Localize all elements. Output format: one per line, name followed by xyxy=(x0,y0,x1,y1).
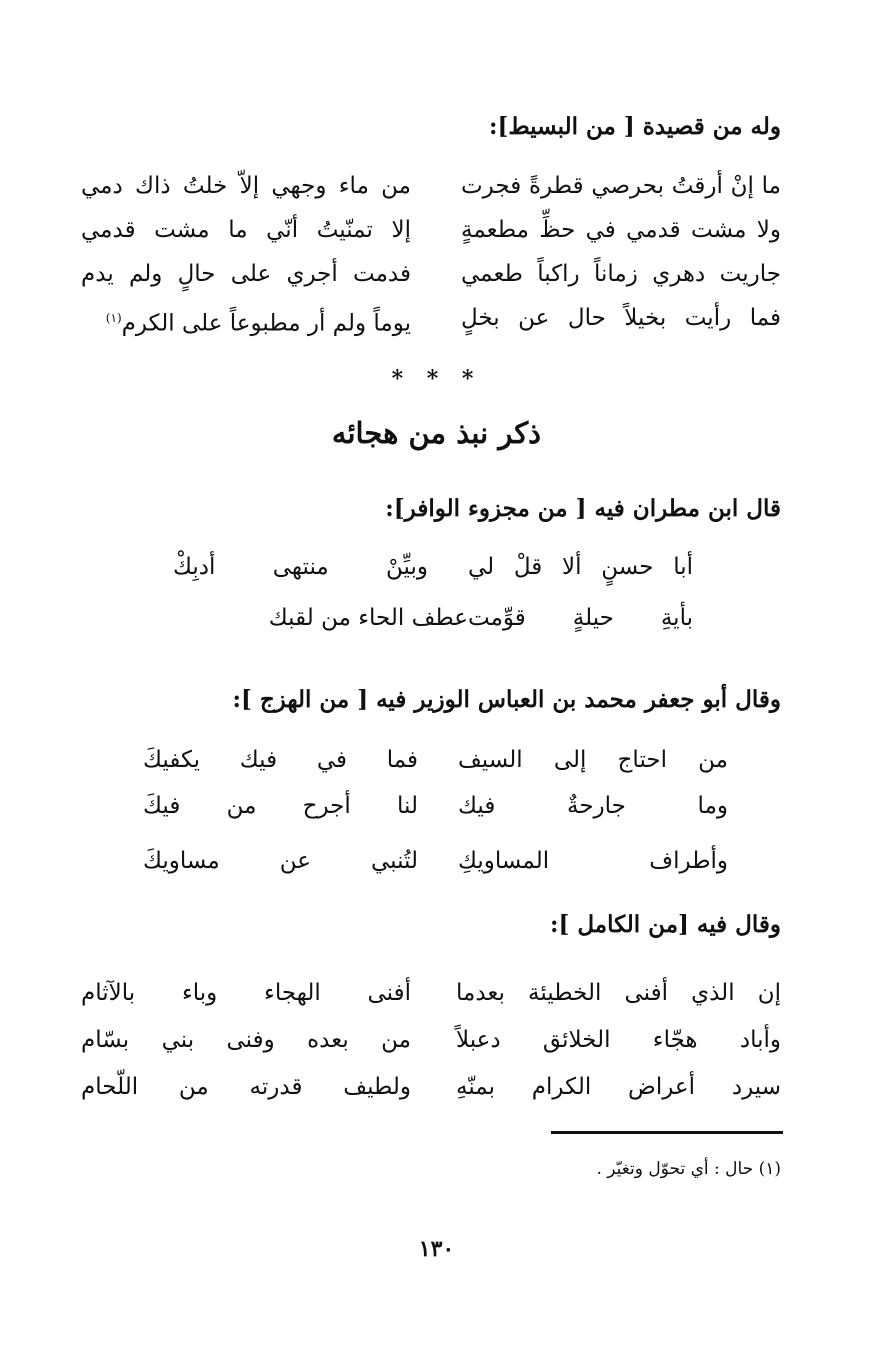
verse-first-hemistich: سيرد أعراض الكرام بمنّهِ xyxy=(456,1074,781,1100)
verse-second-hemistich: فما في فيك يكفيكَ xyxy=(143,747,418,773)
verse-second-hemistich: أفنى الهجاء وباء بالآثام xyxy=(81,980,411,1006)
poem-intro: وقال أبو جعفر محمد بن العباس الوزير فيه [ من الهزج ]: xyxy=(232,686,781,713)
poem-intro: وقال فيه [من الكامل ]: xyxy=(549,911,781,938)
footnote-divider xyxy=(551,1131,783,1134)
footnote: (١) حال : أي تحوّل وتغيّر . xyxy=(596,1159,781,1179)
verse-first-hemistich: فما رأيت بخيلاً حال عن بخلٍ xyxy=(461,305,781,331)
verse-second-hemistich: من بعده وفنى بني بسّام xyxy=(81,1027,411,1053)
section-title: ذكر نبذ من هجائه xyxy=(331,416,542,450)
verse-first-hemistich: ولا مشت قدمي في حظِّ مطعمةٍ xyxy=(461,217,781,243)
verse-second-hemistich: لتُنبي عن مساويكَ xyxy=(143,848,418,874)
verse-second-hemistich: إلا تمنّيتُ أنّي ما مشت قدمي xyxy=(81,217,411,243)
verse-first-hemistich: أبا حسنٍ ألا قلْ لي xyxy=(468,554,693,580)
verse-first-hemistich: جاريت دهري زماناً راكباً طعمي xyxy=(461,261,781,287)
verse-first-hemistich: ما إنْ أرقتُ بحرصي قطرةً فجرت xyxy=(461,173,781,199)
page-number: ١٣٠ xyxy=(418,1236,455,1262)
verse-second-hemistich-with-note xyxy=(81,302,411,340)
verse-first-hemistich: بأيةِ حيلةٍ قوِّمت xyxy=(468,605,693,631)
verse-second-hemistich: عطف الحاء من لقبك xyxy=(268,605,468,631)
verse-second-hemistich: من ماء وجهي إلاّ خلتُ ذاك دمي xyxy=(81,173,411,199)
section-separator: * * * xyxy=(391,366,482,392)
footnote-marker: (١) xyxy=(105,311,122,325)
verse-second-hemistich: يوماً ولم أر مطبوعاً على الكرم xyxy=(121,310,411,337)
poem-intro: وله من قصيدة [ من البسيط]: xyxy=(488,113,781,140)
verse-second-hemistich: لنا أجرح من فيكَ xyxy=(143,793,418,819)
verse-first-hemistich: من احتاج إلى السيف xyxy=(458,747,728,773)
verse-first-hemistich: وأطراف المساويكِ xyxy=(458,848,728,874)
poem-intro: قال ابن مطران فيه [ من مجزوء الوافر]: xyxy=(385,495,781,522)
verse-second-hemistich: ولطيف قدرته من اللّحام xyxy=(81,1074,411,1100)
verse-second-hemistich: فدمت أجري على حالٍ ولم يدم xyxy=(81,261,411,287)
verse-first-hemistich: وأباد هجّاء الخلائق دعبلاً xyxy=(456,1027,781,1053)
verse-first-hemistich: إن الذي أفنى الخطيئة بعدما xyxy=(456,980,781,1006)
verse-second-hemistich: وبيِّنْ منتهى أدبِكْ xyxy=(173,554,428,580)
verse-first-hemistich: وما جارحةٌ فيك xyxy=(458,793,728,819)
